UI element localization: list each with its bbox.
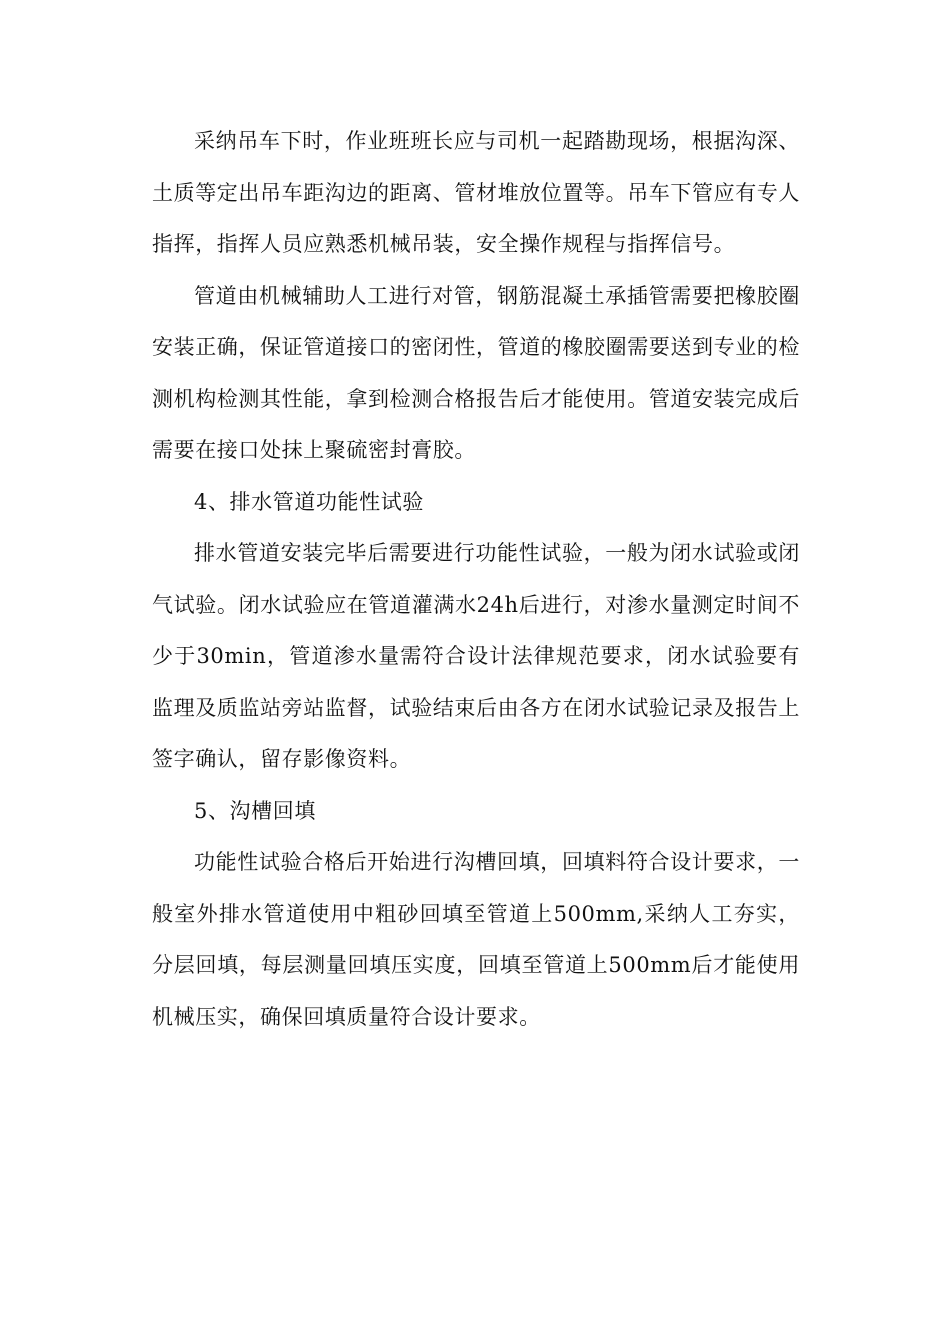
paragraph-functional-test: 排水管道安装完毕后需要进行功能性试验，一般为闭水试验或闭气试验。闭水试验应在管道灌满水24h后进行，对渗水量测定时间不少于30min，管道渗水量需符合设计法律规范要求，闭水试验要有监理及质监站旁站监督，试验结束后由各方在闭水试验记录及报告上签字确认，留存影像资料。: [152, 541, 800, 771]
section-heading-functional-test: 4、排水管道功能性试验: [194, 489, 424, 514]
paragraph-pipe-joining: 管道由机械辅助人工进行对管，钢筋混凝土承插管需要把橡胶圈安装正确，保证管道接口的密闭性，管道的橡胶圈需要送到专业的检测机构检测其性能，拿到检测合格报告后才能使用。管道安装完成后需要在接口处抹上聚硫密封膏胶。: [152, 283, 800, 462]
document-body: [152, 116, 800, 1043]
paragraph-crane-lowering: 采纳吊车下时，作业班班长应与司机一起踏勘现场，根据沟深、土质等定出吊车距沟边的距离、管材堆放位置等。吊车下管应有专人指挥，指挥人员应熟悉机械吊装，安全操作规程与指挥信号。: [152, 129, 800, 256]
paragraph-backfill: 功能性试验合格后开始进行沟槽回填，回填料符合设计要求，一般室外排水管道使用中粗砂回填至管道上500mm,采纳人工夯实，分层回填，每层测量回填压实度，回填至管道上500mm后才能使用机械压实，确保回填质量符合设计要求。: [152, 850, 800, 1029]
section-heading-backfill: 5、沟槽回填: [194, 798, 316, 823]
